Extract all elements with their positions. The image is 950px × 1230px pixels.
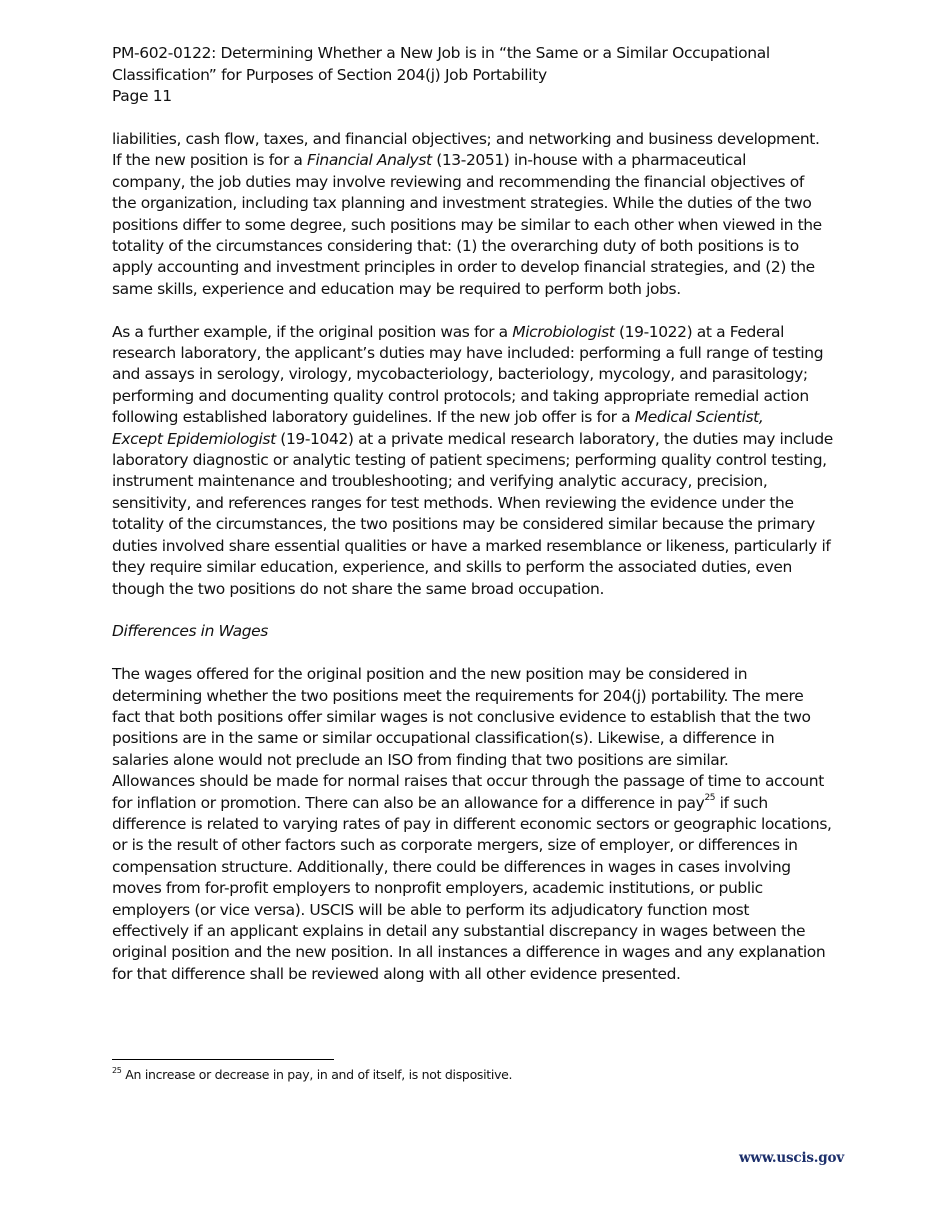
text-line: for that difference shall be reviewed along with all other evidence presented.	[112, 964, 681, 983]
footer-website-link[interactable]: www.uscis.gov	[739, 1150, 844, 1166]
text-line: effectively if an applicant explains in detail any substantial discrepancy in wages between the	[112, 921, 806, 940]
text-line: fact that both positions offer similar wages is not conclusive evidence to establish that the two	[112, 707, 811, 726]
text-line: the organization, including tax planning and investment strategies. While the duties of the two	[112, 194, 812, 213]
section-heading-differences-in-wages: Differences in Wages	[112, 622, 268, 641]
text-line: employers (or vice versa). USCIS will be able to perform its adjudicatory function most	[112, 900, 750, 919]
paragraph-microbiologist	[112, 322, 840, 600]
text-line: they require similar education, experience, and skills to perform the associated duties, even	[112, 558, 792, 577]
text-line: research laboratory, the applicant’s duties may have included: performing a full range of testing	[112, 344, 824, 363]
text-line: laboratory diagnostic or analytic testing of patient specimens; performing quality control testing,	[112, 451, 827, 470]
text-line	[112, 322, 840, 343]
paragraph-financial-analyst	[112, 129, 840, 300]
text-line	[112, 150, 840, 171]
text-line: positions differ to some degree, such positions may be similar to each other when viewed in the	[112, 215, 822, 234]
text-line: and assays in serology, virology, mycobacteriology, bacteriology, mycology, and parasitology;	[112, 365, 808, 384]
occupation-title: Financial Analyst	[306, 151, 432, 170]
text-segment: following established laboratory guidelines. If the new job offer is for a	[112, 408, 635, 427]
text-line: determining whether the two positions meet the requirements for 204(j) portability. The mere	[112, 686, 804, 705]
text-line: or is the result of other factors such as corporate mergers, size of employer, or differences in	[112, 836, 798, 855]
page-number: Page 11	[112, 87, 172, 105]
footnote	[112, 1067, 512, 1083]
occupation-title: Medical Scientist,	[634, 408, 764, 427]
header-title-line-1: PM-602-0122: Determining Whether a New Job is in “the Same or a Similar Occupational	[112, 44, 770, 62]
text-line: positions are in the same or similar occupational classification(s). Likewise, a difference in	[112, 729, 775, 748]
text-line: The wages offered for the original position and the new position may be considered in	[112, 665, 748, 684]
text-line: company, the job duties may involve reviewing and recommending the financial objectives of	[112, 172, 804, 191]
text-segment: (19-1042) at a private medical research laboratory, the duties may include	[275, 429, 833, 448]
text-line: moves from for-profit employers to nonprofit employers, academic institutions, or public	[112, 879, 763, 898]
text-line: liabilities, cash flow, taxes, and financial objectives; and networking and business development.	[112, 130, 820, 148]
text-line: compensation structure. Additionally, there could be differences in wages in cases involving	[112, 857, 791, 876]
footnote-reference[interactable]: 25	[704, 793, 716, 804]
text-line: difference is related to varying rates of pay in different economic sectors or geographic locations,	[112, 814, 832, 833]
occupation-title: Except Epidemiologist	[112, 429, 276, 448]
text-line: salaries alone would not preclude an ISO from finding that two positions are similar.	[112, 750, 729, 769]
text-line: same skills, experience and education may be required to perform both jobs.	[112, 279, 681, 298]
text-line: totality of the circumstances, the two positions may be considered similar because the primary	[112, 515, 815, 534]
text-line: totality of the circumstances considering that: (1) the overarching duty of both positions is to	[112, 237, 799, 256]
text-line	[112, 407, 840, 428]
document-body	[112, 129, 840, 1007]
text-segment: If the new position is for a	[112, 151, 307, 170]
text-line	[112, 793, 840, 814]
text-segment: if such	[715, 793, 768, 812]
footnote-number: 25	[112, 1065, 122, 1075]
text-line: sensitivity, and references ranges for test methods. When reviewing the evidence under the	[112, 493, 794, 512]
text-segment: As a further example, if the original position was for a	[112, 322, 513, 341]
text-line: original position and the new position. In all instances a difference in wages and any explanation	[112, 943, 826, 962]
footnote-divider	[112, 1059, 334, 1060]
text-line: though the two positions do not share the same broad occupation.	[112, 579, 605, 598]
text-line: Allowances should be made for normal raises that occur through the passage of time to account	[112, 772, 824, 791]
text-line: duties involved share essential qualities or have a marked resemblance or likeness, particularly if	[112, 536, 831, 555]
text-line: performing and documenting quality control protocols; and taking appropriate remedial action	[112, 386, 809, 405]
page-header	[112, 43, 852, 108]
text-line: apply accounting and investment principles in order to develop financial strategies, and (2) the	[112, 258, 815, 277]
text-line	[112, 429, 840, 450]
header-title-line-2: Classification” for Purposes of Section 204(j) Job Portability	[112, 65, 547, 84]
text-segment: (19-1022) at a Federal	[614, 322, 785, 341]
occupation-title: Microbiologist	[512, 322, 615, 341]
text-line: instrument maintenance and troubleshooting; and verifying analytic accuracy, precision,	[112, 472, 768, 491]
text-segment: for inflation or promotion. There can also be an allowance for a difference in pay	[112, 793, 705, 812]
text-segment: (13-2051) in-house with a pharmaceutical	[431, 151, 747, 170]
paragraph-differences-in-wages	[112, 664, 840, 985]
footnote-text: An increase or decrease in pay, in and of itself, is not dispositive.	[121, 1067, 513, 1082]
